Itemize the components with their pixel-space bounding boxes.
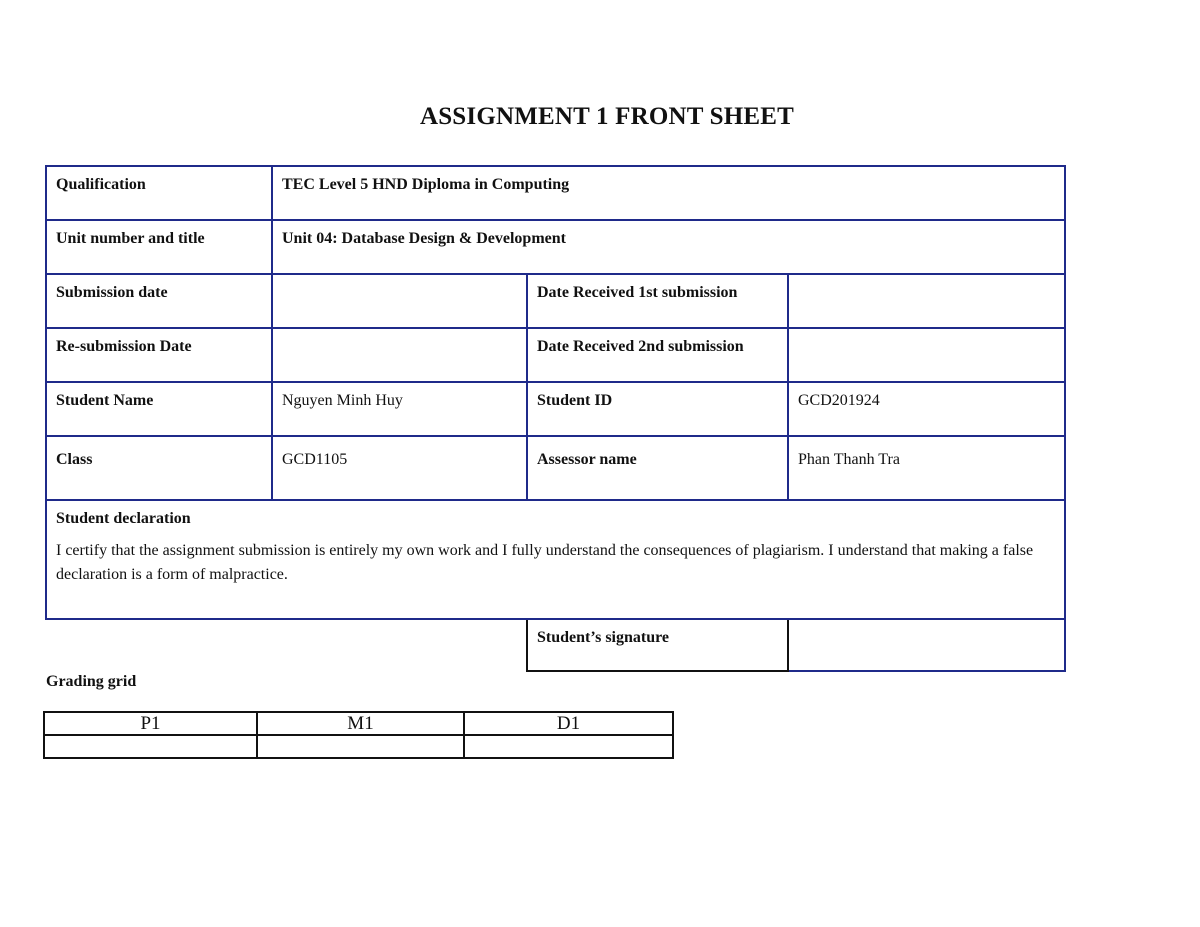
received-first-value — [788, 274, 1065, 328]
declaration-row — [46, 500, 1065, 619]
received-first-label: Date Received 1st submission — [527, 274, 788, 328]
resubmission-row — [46, 328, 1065, 382]
assessor-label: Assessor name — [527, 436, 788, 500]
declaration-cell — [46, 500, 1065, 619]
student-name-label: Student Name — [46, 382, 272, 436]
grade-value-m1 — [257, 735, 464, 758]
received-second-value — [788, 328, 1065, 382]
qualification-value: TEC Level 5 HND Diploma in Computing — [272, 166, 1065, 220]
assessor-value: Phan Thanh Tra — [788, 436, 1065, 500]
class-value: GCD1105 — [272, 436, 527, 500]
student-name-value: Nguyen Minh Huy — [272, 382, 527, 436]
resubmission-date-label: Re-submission Date — [46, 328, 272, 382]
qualification-label: Qualification — [46, 166, 272, 220]
signature-label: Student’s signature — [527, 619, 788, 671]
signature-spacer — [46, 619, 527, 671]
submission-row — [46, 274, 1065, 328]
signature-value — [788, 619, 1065, 671]
resubmission-date-value — [272, 328, 527, 382]
grading-grid-label: Grading grid — [46, 673, 137, 690]
student-row — [46, 382, 1065, 436]
declaration-text: I certify that the assignment submission is entirely my own work and I fully understand the consequences of plagiarism. I understand that making a false declaration is a form of malpractice. — [56, 542, 1034, 583]
submission-date-label: Submission date — [46, 274, 272, 328]
grade-header-p1: P1 — [44, 712, 257, 735]
grade-header-d1: D1 — [464, 712, 673, 735]
unit-value: Unit 04: Database Design & Development — [272, 220, 1065, 274]
qualification-row — [46, 166, 1065, 220]
grading-header-row — [44, 712, 673, 735]
class-label: Class — [46, 436, 272, 500]
unit-label: Unit number and title — [46, 220, 272, 274]
grade-value-p1 — [44, 735, 257, 758]
signature-row — [46, 619, 1065, 671]
unit-row — [46, 220, 1065, 274]
declaration-title: Student declaration — [56, 510, 191, 527]
received-second-label: Date Received 2nd submission — [527, 328, 788, 382]
grade-header-m1: M1 — [257, 712, 464, 735]
student-id-label: Student ID — [527, 382, 788, 436]
front-sheet-table — [45, 165, 1066, 672]
grading-grid-table — [43, 711, 674, 759]
grading-value-row — [44, 735, 673, 758]
page-title: ASSIGNMENT 1 FRONT SHEET — [419, 103, 795, 130]
student-id-value: GCD201924 — [788, 382, 1065, 436]
class-row — [46, 436, 1065, 500]
submission-date-value — [272, 274, 527, 328]
grade-value-d1 — [464, 735, 673, 758]
